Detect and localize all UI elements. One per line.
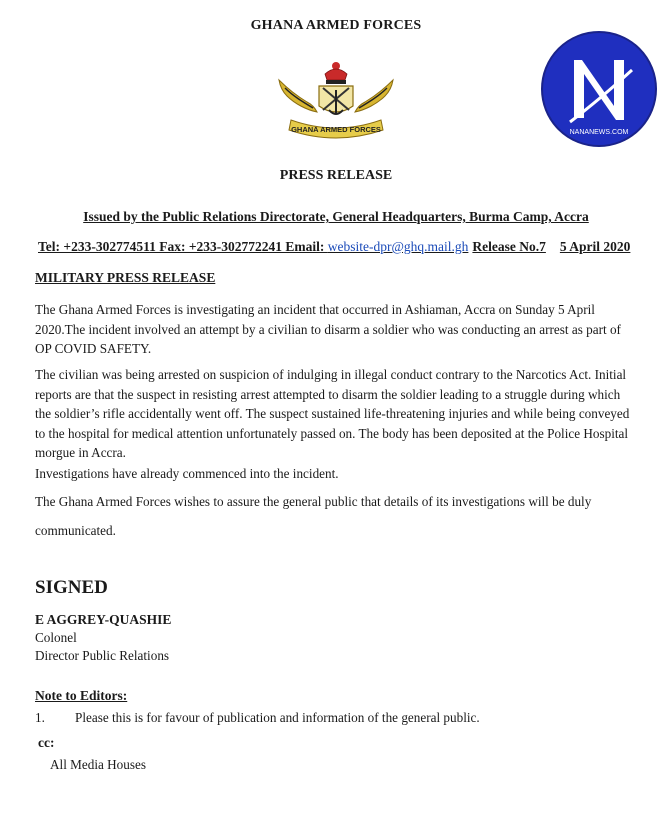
- note-to-editors-heading: Note to Editors:: [35, 688, 128, 703]
- crest-banner-text: GHANA ARMED FORCES: [291, 125, 381, 134]
- body-paragraph: Investigations have already commenced into the incident.: [35, 466, 339, 481]
- contact-tel-fax: Tel: +233-302774511 Fax: +233-302772241 Email:: [38, 239, 328, 254]
- cc-recipient: All Media Houses: [50, 757, 146, 772]
- signatory-rank: Colonel: [35, 630, 77, 645]
- cc-label: cc:: [38, 735, 55, 750]
- signed-label: SIGNED: [35, 577, 108, 598]
- document-header-title: GHANA ARMED FORCES: [250, 18, 422, 33]
- body-paragraph: The Ghana Armed Forces wishes to assure the general public that details of its investigations will be duly: [35, 494, 592, 509]
- body-paragraph: The civilian was being arrested on suspicion of indulging in illegal conduct contrary to the Narcotics Act. Initial reports are that the suspect in resisting arrest attempted to disarm the soldier leading to a struggle during which the soldier’s rifle accidentally went off. The suspect sustained life-threatening injuries and while being conveyed to the hospital for medical attention unfortunately passed on. The body has been deposited at the Police Hospital morgue in Accra.: [35, 367, 630, 460]
- release-date: 5 April 2020: [559, 239, 631, 254]
- note-text: Please this is for favour of publication and information of the general public.: [75, 710, 480, 725]
- ghana-armed-forces-crest-icon: [271, 58, 401, 140]
- signatory-title: Director Public Relations: [35, 648, 170, 663]
- nananews-logo-icon: [540, 30, 658, 148]
- release-number: Release No.7: [472, 239, 546, 254]
- signatory-name: E AGGREY-QUASHIE: [35, 612, 172, 627]
- military-press-release-heading: MILITARY PRESS RELEASE: [35, 270, 216, 285]
- note-number: 1.: [35, 710, 45, 725]
- body-paragraph: The Ghana Armed Forces is investigating an incident that occurred in Ashiaman, Accra on Sunday 5 April 2020.The incident involved an attempt by a civilian to disarm a soldier who was conducting an arrest as part of OP COVID SAFETY.: [35, 302, 621, 356]
- press-release-title: PRESS RELEASE: [279, 168, 393, 183]
- email-link[interactable]: website-dpr@ghq.mail.gh: [327, 239, 469, 254]
- contact-line: [38, 239, 630, 255]
- issued-by-line: Issued by the Public Relations Directorate, General Headquarters, Burma Camp, Accra: [83, 209, 589, 224]
- body-paragraph: communicated.: [35, 523, 116, 538]
- logo-caption: NANANEWS.COM: [569, 129, 629, 136]
